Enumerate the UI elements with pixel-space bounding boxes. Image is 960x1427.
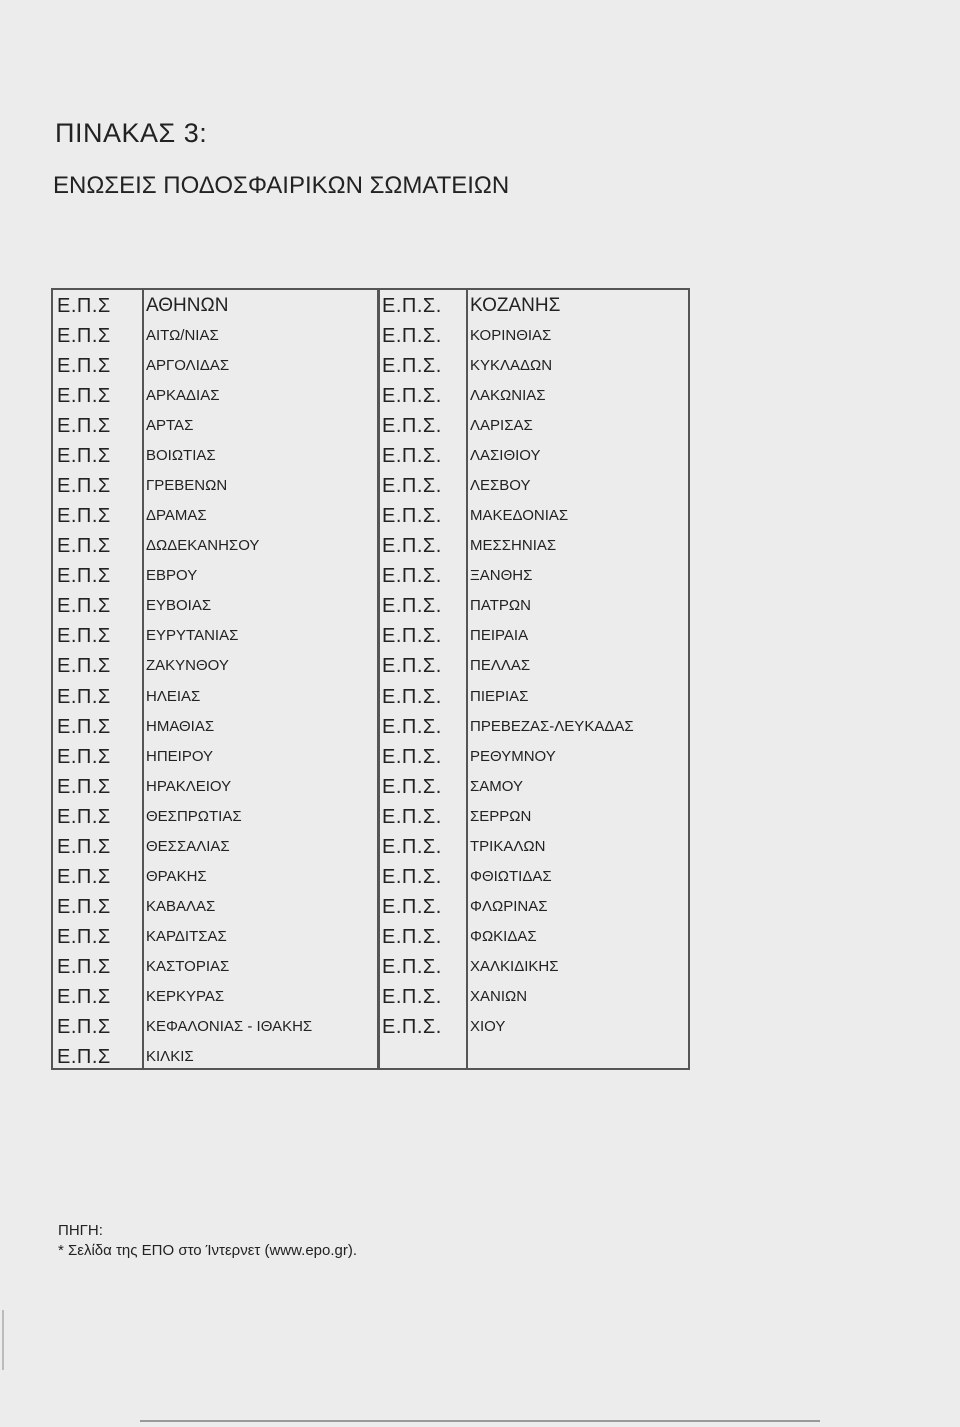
table-row-name: ΧΑΛΚΙΔΙΚΗΣ	[470, 958, 559, 975]
table-row-abbr: Ε.Π.Σ.	[382, 686, 442, 708]
column-divider-left	[142, 288, 144, 1070]
table-row-abbr: Ε.Π.Σ	[57, 415, 111, 437]
table-row-abbr: Ε.Π.Σ	[57, 716, 111, 738]
table-row-name: ΕΥΡΥΤΑΝΙΑΣ	[146, 627, 239, 644]
table-row-name: ΑΘΗΝΩΝ	[146, 295, 229, 316]
table-row-abbr: Ε.Π.Σ.	[382, 956, 442, 978]
page-bottom-rule	[140, 1420, 820, 1422]
table-row-name: ΣΑΜΟΥ	[470, 778, 523, 795]
table-row-abbr: Ε.Π.Σ	[57, 445, 111, 467]
table-row-name: ΚΑΣΤΟΡΙΑΣ	[146, 958, 230, 975]
table-row-abbr: Ε.Π.Σ	[57, 355, 111, 377]
table-row-abbr: Ε.Π.Σ.	[382, 625, 442, 647]
table-row-name: ΚΟΖΑΝΗΣ	[470, 295, 561, 316]
table-row-name: ΚΕΦΑΛΟΝΙΑΣ - ΙΘΑΚΗΣ	[146, 1018, 313, 1035]
table-row-name: ΚΙΛΚΙΣ	[146, 1048, 194, 1065]
table-row-abbr: Ε.Π.Σ	[57, 776, 111, 798]
table-row-abbr: Ε.Π.Σ.	[382, 595, 442, 617]
table-row-abbr: Ε.Π.Σ.	[382, 565, 442, 587]
table-row-name: ΛΑΡΙΣΑΣ	[470, 417, 533, 434]
table-row-abbr: Ε.Π.Σ.	[382, 746, 442, 768]
table-row-name: ΖΑΚΥΝΘΟΥ	[146, 657, 229, 674]
table-row-name: ΠΙΕΡΙΑΣ	[470, 688, 529, 705]
table-row-abbr: Ε.Π.Σ.	[382, 385, 442, 407]
table-row-abbr: Ε.Π.Σ	[57, 746, 111, 768]
table-row-abbr: Ε.Π.Σ.	[382, 926, 442, 948]
table-row-abbr: Ε.Π.Σ	[57, 956, 111, 978]
table-row-abbr: Ε.Π.Σ	[57, 655, 111, 677]
table-row-name: ΑΡΓΟΛΙΔΑΣ	[146, 357, 230, 374]
table-row-abbr: Ε.Π.Σ	[57, 686, 111, 708]
source-label: ΠΗΓΗ:	[58, 1222, 103, 1239]
table-row-abbr: Ε.Π.Σ.	[382, 445, 442, 467]
table-row-abbr: Ε.Π.Σ	[57, 625, 111, 647]
table-row-name: ΠΡΕΒΕΖΑΣ-ΛΕΥΚΑΔΑΣ	[470, 718, 634, 735]
table-row-name: ΗΜΑΘΙΑΣ	[146, 718, 215, 735]
table-row-abbr: Ε.Π.Σ	[57, 1046, 111, 1068]
table-row-name: ΘΡΑΚΗΣ	[146, 868, 207, 885]
table-row-abbr: Ε.Π.Σ.	[382, 836, 442, 858]
table-row-abbr: Ε.Π.Σ.	[382, 716, 442, 738]
table-row-abbr: Ε.Π.Σ	[57, 986, 111, 1008]
table-row-abbr: Ε.Π.Σ	[57, 475, 111, 497]
table-row-name: ΤΡΙΚΑΛΩΝ	[470, 838, 546, 855]
table-row-abbr: Ε.Π.Σ.	[382, 535, 442, 557]
table-row-abbr: Ε.Π.Σ.	[382, 1016, 442, 1038]
source-text: * Σελίδα της ΕΠΟ στο Ίντερνετ (www.epo.gr).	[58, 1242, 358, 1259]
table-row-name: ΦΛΩΡΙΝΑΣ	[470, 898, 548, 915]
table-row-abbr: Ε.Π.Σ.	[382, 986, 442, 1008]
table-row-name: ΗΛΕΙΑΣ	[146, 688, 201, 705]
table-row-name: ΛΑΚΩΝΙΑΣ	[470, 387, 546, 404]
table-row-name: ΜΕΣΣΗΝΙΑΣ	[470, 537, 557, 554]
table-row-abbr: Ε.Π.Σ.	[382, 355, 442, 377]
table-row-name: ΧΙΟΥ	[470, 1018, 506, 1035]
table-row-name: ΘΕΣΣΑΛΙΑΣ	[146, 838, 230, 855]
table-row-name: ΛΑΣΙΘΙΟΥ	[470, 447, 541, 464]
table-row-abbr: Ε.Π.Σ	[57, 325, 111, 347]
table-row-abbr: Ε.Π.Σ	[57, 1016, 111, 1038]
table-row-abbr: Ε.Π.Σ	[57, 866, 111, 888]
table-row-abbr: Ε.Π.Σ.	[382, 776, 442, 798]
table-row-name: ΚΑΡΔΙΤΣΑΣ	[146, 928, 227, 945]
table-row-name: ΞΑΝΘΗΣ	[470, 567, 533, 584]
scan-edge-mark	[2, 1310, 4, 1370]
table-row-abbr: Ε.Π.Σ	[57, 896, 111, 918]
table-row-abbr: Ε.Π.Σ.	[382, 896, 442, 918]
table-row-abbr: Ε.Π.Σ	[57, 565, 111, 587]
table-row-name: ΧΑΝΙΩΝ	[470, 988, 528, 1005]
table-row-name: ΜΑΚΕΔΟΝΙΑΣ	[470, 507, 569, 524]
table-row-name: ΕΥΒΟΙΑΣ	[146, 597, 212, 614]
table-row-name: ΔΡΑΜΑΣ	[146, 507, 207, 524]
table-row-name: ΕΒΡΟΥ	[146, 567, 198, 584]
table-row-abbr: Ε.Π.Σ.	[382, 295, 442, 317]
page-title: ΠΙΝΑΚΑΣ 3:	[55, 118, 208, 148]
table-row-name: ΒΟΙΩΤΙΑΣ	[146, 447, 216, 464]
table-row-name: ΡΕΘΥΜΝΟΥ	[470, 748, 556, 765]
table-row-name: ΦΘΙΩΤΙΔΑΣ	[470, 868, 552, 885]
table-row-name: ΗΡΑΚΛΕΙΟΥ	[146, 778, 232, 795]
table-row-abbr: Ε.Π.Σ.	[382, 866, 442, 888]
table-row-abbr: Ε.Π.Σ	[57, 836, 111, 858]
table-row-name: ΓΡΕΒΕΝΩΝ	[146, 477, 228, 494]
table-row-abbr: Ε.Π.Σ.	[382, 655, 442, 677]
table-row-abbr: Ε.Π.Σ.	[382, 475, 442, 497]
table-row-abbr: Ε.Π.Σ	[57, 535, 111, 557]
table-row-name: ΚΕΡΚΥΡΑΣ	[146, 988, 225, 1005]
table-row-abbr: Ε.Π.Σ	[57, 505, 111, 527]
table-row-abbr: Ε.Π.Σ	[57, 926, 111, 948]
table-row-abbr: Ε.Π.Σ	[57, 295, 111, 317]
table-row-abbr: Ε.Π.Σ	[57, 385, 111, 407]
column-divider-right	[466, 288, 468, 1070]
table-row-name: ΚΟΡΙΝΘΙΑΣ	[470, 327, 552, 344]
table-row-name: ΚΥΚΛΑΔΩΝ	[470, 357, 553, 374]
table-row-name: ΠΑΤΡΩΝ	[470, 597, 531, 614]
table-row-abbr: Ε.Π.Σ.	[382, 806, 442, 828]
table-row-name: ΗΠΕΙΡΟΥ	[146, 748, 214, 765]
table-row-name: ΑΙΤΩ/ΝΙΑΣ	[146, 327, 219, 344]
table-row-abbr: Ε.Π.Σ.	[382, 325, 442, 347]
table-row-abbr: Ε.Π.Σ	[57, 806, 111, 828]
table-row-abbr: Ε.Π.Σ.	[382, 505, 442, 527]
table-row-name: ΣΕΡΡΩΝ	[470, 808, 532, 825]
table-row-name: ΦΩΚΙΔΑΣ	[470, 928, 537, 945]
table-row-name: ΑΡΚΑΔΙΑΣ	[146, 387, 220, 404]
table-row-name: ΑΡΤΑΣ	[146, 417, 194, 434]
table-row-abbr: Ε.Π.Σ	[57, 595, 111, 617]
page-subtitle: ΕΝΩΣΕΙΣ ΠΟΔΟΣΦΑΙΡΙΚΩΝ ΣΩΜΑΤΕΙΩΝ	[53, 172, 510, 199]
table-row-abbr: Ε.Π.Σ.	[382, 415, 442, 437]
table-row-name: ΘΕΣΠΡΩΤΙΑΣ	[146, 808, 242, 825]
table-row-name: ΠΕΙΡΑΙΑ	[470, 627, 529, 644]
table-row-name: ΚΑΒΑΛΑΣ	[146, 898, 216, 915]
table-row-name: ΠΕΛΛΑΣ	[470, 657, 531, 674]
table-row-name: ΔΩΔΕΚΑΝΗΣΟΥ	[146, 537, 260, 554]
table-row-name: ΛΕΣΒΟΥ	[470, 477, 531, 494]
